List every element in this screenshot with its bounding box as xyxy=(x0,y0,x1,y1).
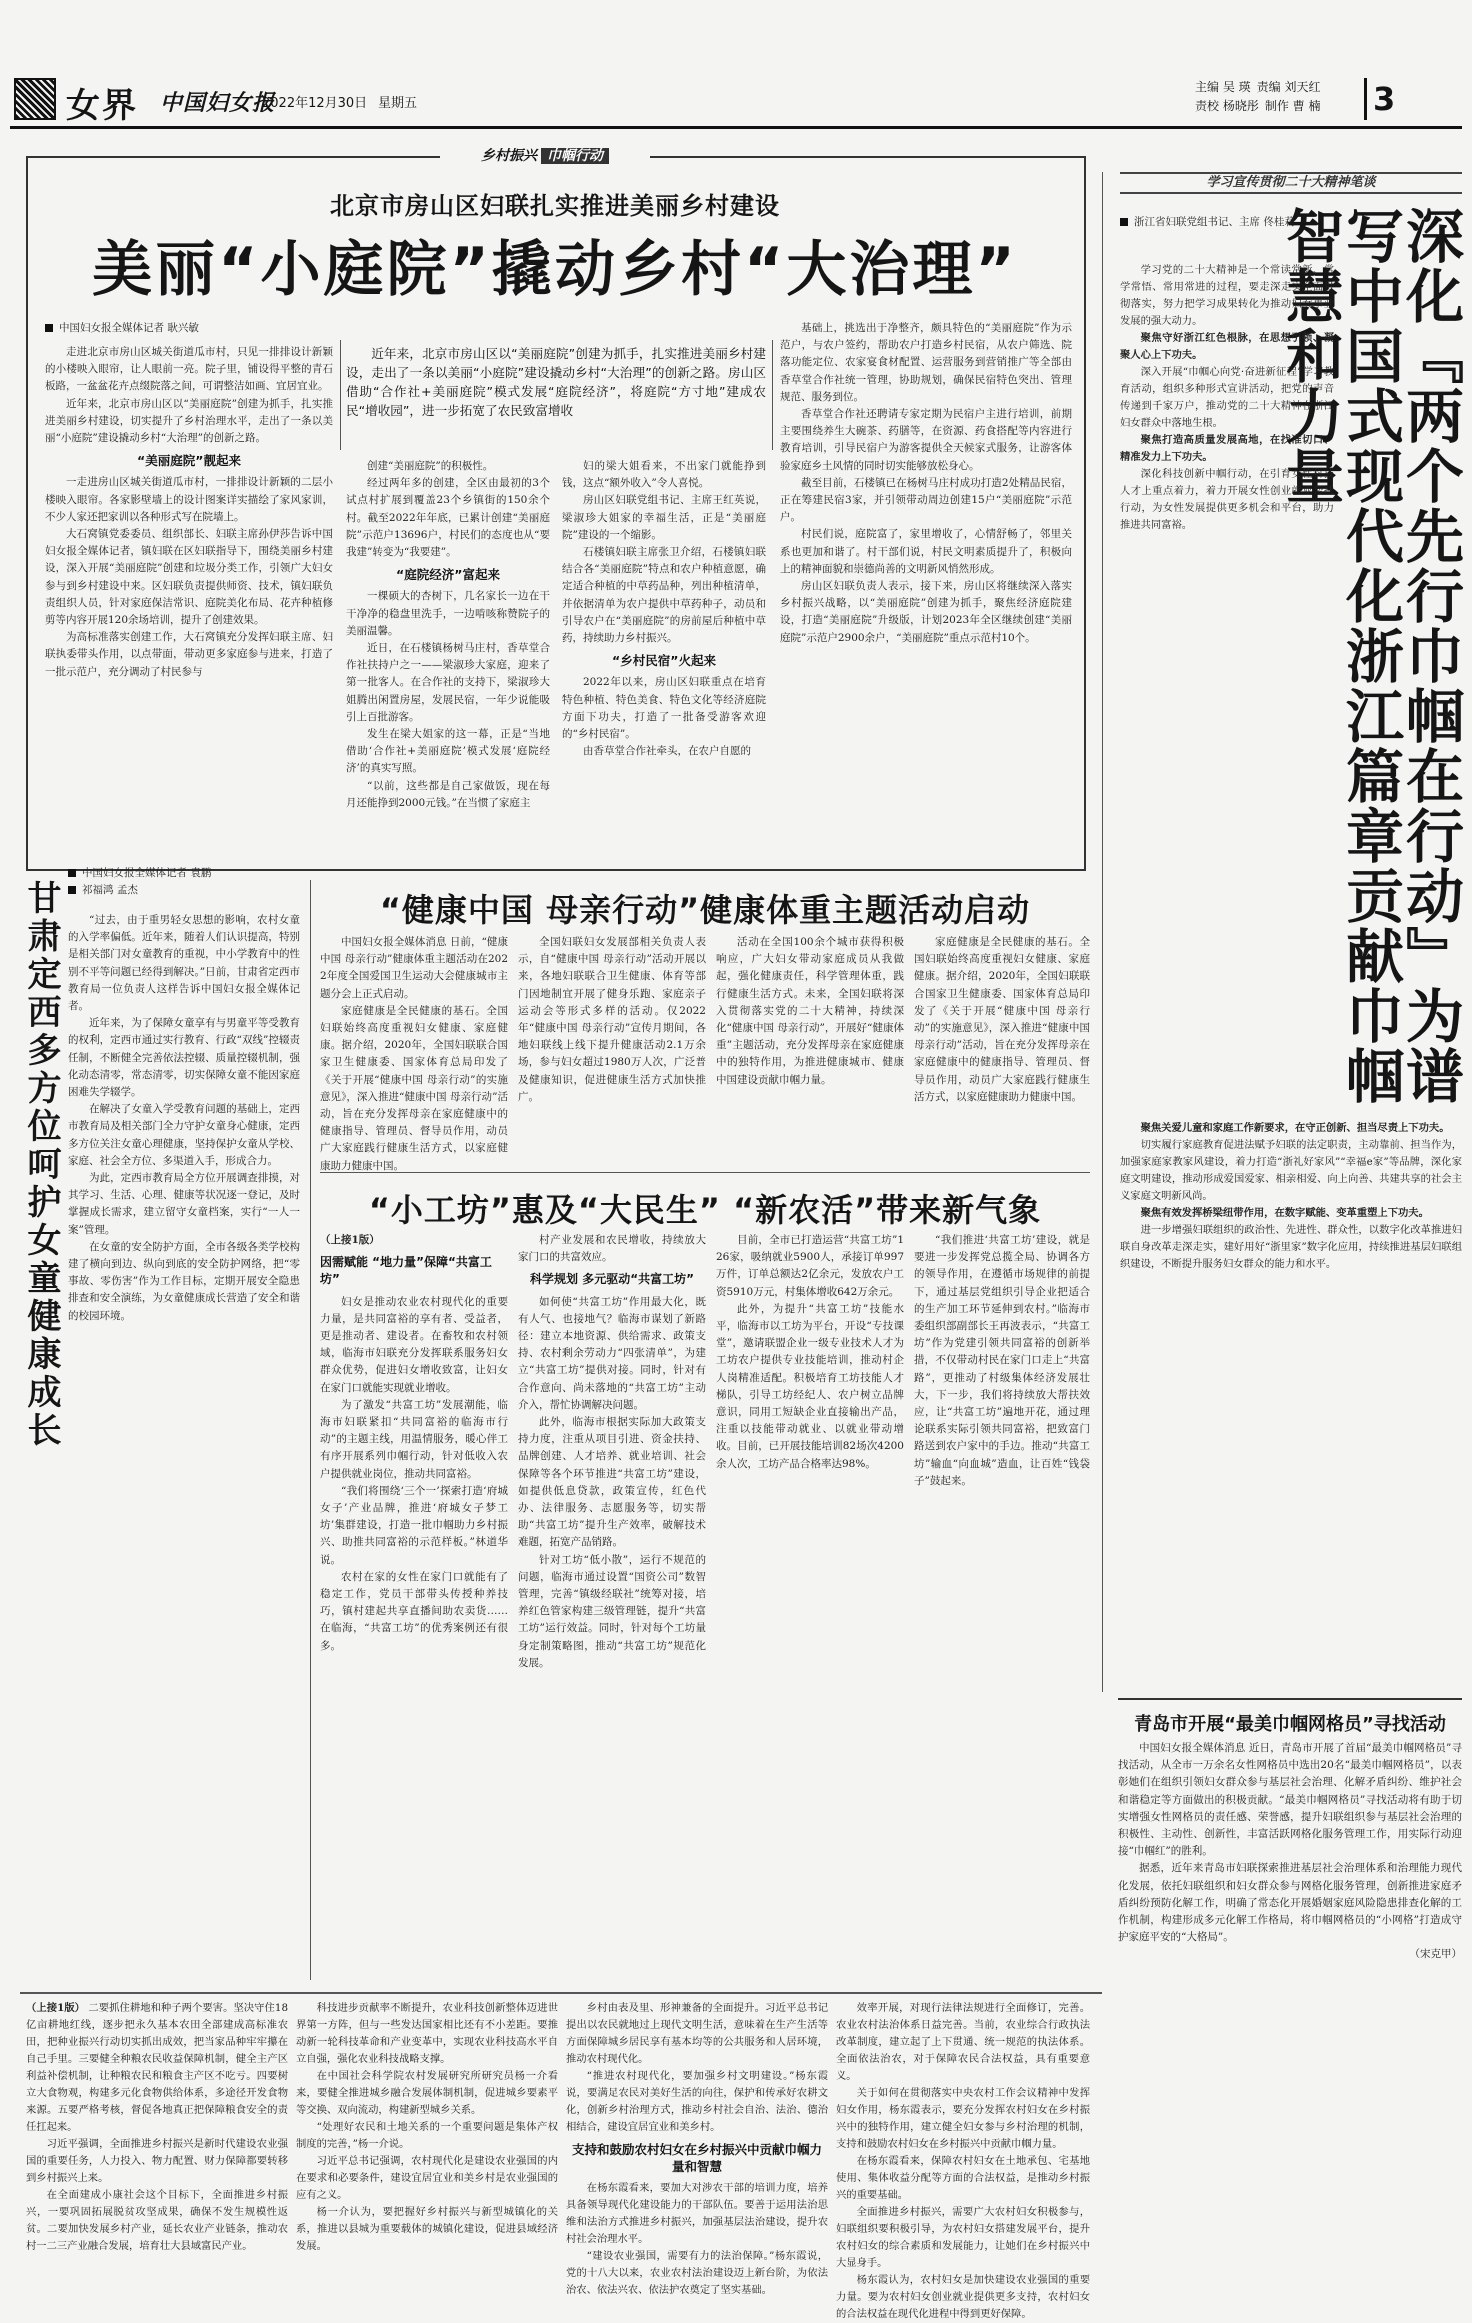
paragraph: 由香草堂合作社牵头，在农户自愿的 xyxy=(583,745,751,758)
subheading: 支持和鼓励农村妇女在乡村振兴中贡献巾帼力量和智慧 xyxy=(571,2142,822,2174)
column-kicker xyxy=(440,143,650,169)
subheading: 科学规划 多元驱动“共富工坊” xyxy=(530,1272,694,1287)
paragraph: 创建“美丽庭院”的积极性。 xyxy=(367,460,494,472)
paragraph: 乡村由表及里、形神兼备的全面提升。习近平总书记提出以农民就地过上现代文明生活，意味着在生产生活等方面保障城乡居民享有基本均等的公共服务和人居环境，推动农村现代化。 xyxy=(566,2002,828,2065)
page-number: 3 xyxy=(1364,78,1404,120)
workshop-column-3 xyxy=(716,1232,904,1982)
paragraph: 此外，为提升“共富工坊”技能水平，临海市以工坊为平台，开设“专技课堂”，邀请联盟企业一级专业技术人才为工坊农户提供专业技能培训，推动村企人岗精准适配。积极培育工坊技能人才梯队，引导工坊经纪人、农户树立品牌意识，同用工短缺企业直接输出产品，注重以技能带动就业、以就业带动增收。目前，已开展技能培训82场次4200余人次，工坊产品合格率达98%。 xyxy=(716,1302,904,1470)
workshop-column-2 xyxy=(518,1232,706,1982)
paragraph: “处理好农民和土地关系的一个重要问题是集体产权制度的完善，”杨一介说。 xyxy=(296,2121,558,2150)
top-story-column-3 xyxy=(562,458,766,864)
paragraph: 全国妇联妇女发展部相关负责人表示，自“健康中国 母亲行动”活动开展以来，各地妇联联合卫生健康、体育等部门因地制宜开展了健身乐跑、家庭亲子运动会等形式多样的活动。仅2022年“健康中国 母亲行动”宣传月期间，各地妇联线上线下提升健康活动2.1万余场，参与妇女超过1980万人次，广泛普及健康知识，促进健康生活方式加快推广。 xyxy=(518,936,706,1103)
paragraph: 村民们说，庭院富了，家里增收了，心情舒畅了，邻里关系也更加和谐了。村干部们说，村民文明素质提升了，积极向上的精神面貌和崇德尚善的文明新风悄然形成。 xyxy=(780,528,1072,575)
paragraph: 走进北京市房山区城关街道瓜市村，只见一排排设计新颖的小楼映入眼帘，让人眼前一亮。院子里，铺设得平整的青石板路，一盆盆花卉点缀院落之间，可谓整洁如画、宜居宜业。 xyxy=(45,346,333,393)
top-story-byline xyxy=(45,320,199,335)
paragraph: 截至目前，石楼镇已在杨树马庄村成功打造2处精品民宿，正在筹建民宿3家，并引领带动周边创建15户“美丽庭院”示范户。 xyxy=(780,476,1072,524)
health-column-1 xyxy=(320,934,508,1172)
editors-credits xyxy=(1195,78,1326,116)
header-rule xyxy=(10,126,1462,129)
paragraph: 香草堂合作社还聘请专家定期为民宿户主进行培训，前期主要围绕养生大碗茶、药膳等，在资源、药食搭配等内容进行教育培训，引导民宿户为游客提供全天候家式服务，让游客体验家庭乡土风情的同时切实能够放松身心。 xyxy=(780,408,1072,472)
workshop-headline: “小工坊”惠及“大民生” “新农活”带来新气象 xyxy=(368,1191,1042,1229)
paragraph: 2022年以来，房山区妇联重点在培育特色种植、特色美食、特色文化等经济庭院方面下功夫，打造了一批备受游客欢迎的“乡村民宿”。 xyxy=(562,676,766,741)
paragraph: 关于如何在贯彻落实中央农村工作会议精神中发挥妇女作用，杨东霞表示，要充分发挥农村妇女在乡村振兴中的独特作用，建立健全妇女参与乡村治理的机制，支持和鼓励农村妇女在乡村振兴中贡献巾帼力量。 xyxy=(836,2087,1090,2150)
paragraph: 据悉，近年来青岛市妇联探索推进基层社会治理体系和治理能力现代化发展，依托妇联组织和妇女群众参与网格化服务管理，创新推进家庭矛盾纠纷预防化解工作，明确了常态化开展婚姻家庭风险隐患排查化解的工作机制，构建形成多元化解工作格局，将巾帼网格员的“小网格”打造成守护家庭平安的“大格局”。 xyxy=(1118,1862,1462,1944)
paragraph: 习近平总书记强调，农村现代化是建设农业强国的内在要求和必要条件，建设宜居宜业和美乡村是农业强国的应有之义。 xyxy=(296,2155,558,2201)
subheading: “美丽庭院”靓起来 xyxy=(137,453,241,469)
paragraph: 村产业发展和农民增收，持续放大家门口的共富效应。 xyxy=(518,1234,706,1264)
paragraph: 在女童的安全防护方面，全市各级各类学校构建了横向到边、纵向到底的安全防护网络，把“零事故、零伤害”作为工作目标，定期开展安全隐患排查和安全演练，为女童健康成长营造了安全和谐的校园环境。 xyxy=(68,1240,300,1322)
paragraph: 为高标准落实创建工作，大石窝镇充分发挥妇联主席、妇联执委带头作用，以点带面，带动更多家庭参与进来，打造了一批示范户，充分调动了村民参与 xyxy=(45,631,333,678)
paragraph: 近日，在石楼镇杨树马庄村，香草堂合作社扶持户之一——梁淑珍大家庭，迎来了第一批客人。在合作社的支持下，梁淑珍大姐腾出闲置房屋，发展民宿，一年少说能吸引上百批游客。 xyxy=(346,642,550,723)
paragraph: 基础上，挑选出于净整齐，颇具特色的“美丽庭院”作为示范户，与农户签约，帮助农户打造乡村民宿，从农户筛选、院落功能定位、农家宴食材配置、运营服务到营销推广等全部由香草堂合作社统一管理，协助规划，确保民宿特色突出、管理规范、服务到位。 xyxy=(780,322,1072,403)
lower-column-1 xyxy=(26,2000,288,2252)
paragraph: 在全面建成小康社会这个目标下，全面推进乡村振兴，一要巩固拓展脱贫攻坚成果，确保不发生规模性返贫。二要加快发展乡村产业，延长农业产业链条，推动农村一二三产业融合发展，培育壮大县域富民产业。 xyxy=(26,2189,288,2252)
paragraph: 家庭健康是全民健康的基石。全国妇联始终高度重视妇女健康、家庭健康。据介绍，2020年，全国妇联联合国家卫生健康委、国家体育总局印发了《关于开展“健康中国 母亲行动”的实施意见》，深入推进“健康中国 母亲行动”活动，旨在充分发挥母亲在家庭健康中的健康指导、管理员、督导员作用，动员广大家庭践行健康生活方式，以家庭健康助力健康中国。 xyxy=(320,1004,508,1172)
column-banner: 学习宣传贯彻二十大精神笔谈 xyxy=(1120,172,1462,194)
paragraph: 中国妇女报全媒体消息 日前，“健康中国 母亲行动”健康体重主题活动在2022年度全国爱国卫生运动大会健康城市主题分会上正式启动。 xyxy=(320,936,508,1000)
byline-text: 祁福鸿 孟杰 xyxy=(82,884,138,896)
gansu-byline xyxy=(68,865,298,899)
paragraph: “我们将围绕‘三个一’探索打造‘府城女子’产业品牌，推进‘府城女子梦工坊’集群建设，打造一批巾帼助力乡村振兴、助推共同富裕的示范样板。”林道华说。 xyxy=(320,1484,508,1566)
top-story-lead: 近年来，北京市房山区以“美丽庭院”创建为抓手，扎实推进美丽乡村建设，走出了一条以美丽“小庭院”建设撬动乡村“大治理”的创新之路。房山区借助“合作社+美丽庭院”模式发展“庭院经济”，将庭院“方寸地”建成农民“增收园”，进一步拓宽了农民致富增收 xyxy=(346,346,766,418)
paragraph: “我们推进‘共富工坊’建设，就是要进一步发挥党总揽全局、协调各方的领导作用，在遵循市场规律的前提下，通过基层党组织引导企业把适合的生产加工环节延伸到农村。”临海市委组织部副部长王再波表示，“共富工坊”作为党建引领共同富裕的创新举措，不仅带动村民在家门口走上“共富路”，更推动了村级集体经济发展壮大，下一步，我们将持续放大帮扶效应，让“共富工坊”遍地开花，通过理论联系实际引领共同富裕，把致富门路送到农户家中的手边。推动“共富工坊”输血“向血城”造血，让百姓“钱袋子”鼓起来。 xyxy=(914,1234,1090,1487)
workshop-column-1 xyxy=(320,1232,508,1982)
byline-text: 浙江省妇联党组书记、主席 佟桂莉 xyxy=(1134,216,1295,228)
byline-text: 中国妇女报全媒体记者 耿兴敏 xyxy=(59,322,199,334)
lower-column-3 xyxy=(566,2000,828,2296)
editor-credit: 责编 刘天红 xyxy=(1256,80,1321,94)
masthead-emblem-icon xyxy=(14,78,56,120)
top-story-column-1 xyxy=(45,344,333,864)
paragraph: 在杨东霞看来，保障农村妇女在土地承包、宅基地使用、集体收益分配等方面的合法权益，是推动乡村振兴的重要基础。 xyxy=(836,2155,1090,2201)
issue-weekday: 星期五 xyxy=(378,96,418,111)
section-name: 女界 xyxy=(66,86,138,126)
paragraph: 一走进房山区城关街道瓜市村，一排排设计新颖的二层小楼映入眼帘。各家影壁墙上的设计图案详实描绘了家风家训，不少人家还把家训以各种形式写在院墙上。 xyxy=(45,476,333,523)
paragraph: 目前，全市已打造运营“共富工坊”126家，吸纳就业5900人，承接订单997万件，订单总额达2亿余元，发放农户工资5910万元，村集体增收642万余元。 xyxy=(716,1234,904,1298)
paragraph: 科技进步贡献率不断提升，农业科技创新整体迈进世界第一方阵，但与一些发达国家相比还有不小差距。要推动新一轮科技革命和产业变革中，实现农业科技高水平自立自强，强化农业科技战略支撑。 xyxy=(296,2002,558,2065)
page-header xyxy=(0,0,1472,128)
qingdao-headline: 青岛市开展“最美巾帼网格员”寻找活动 xyxy=(1118,1698,1462,1736)
commentary-byline xyxy=(1120,214,1330,229)
paragraph: 经过两年多的创建，全区由最初的3个试点村扩展到覆盖23个乡镇街的150余个村。截至2022年年底，已累计创建“美丽庭院”示范户13696户，村民们的态度也从“要我建”转变为“我要建”。 xyxy=(346,477,550,559)
continued-note: （上接1版） xyxy=(26,2002,86,2014)
newspaper-name: 中国妇女报 xyxy=(160,90,276,116)
paragraph: 在中国社会科学院农村发展研究所研究员杨一介看来，要健全推进城乡融合发展体制机制，促进城乡要素平等交换、双向流动，构建新型城乡关系。 xyxy=(296,2070,558,2116)
paragraph: 妇女是推动农业农村现代化的重要力量，是共同富裕的享有者、受益者，更是推动者、建设者。在畜牧和农村领域，临海市妇联充分发挥联系服务妇女群众优势，促进妇女增收致富，让妇女在家门口就能实现就业增收。 xyxy=(320,1295,508,1394)
kicker-part-b: 巾帼行动 xyxy=(541,148,609,164)
subheading: 因需赋能 “地力量”保障“共富工坊” xyxy=(320,1255,492,1287)
paragraph-lead: 聚焦关爱儿童和家庭工作新要求，在守正创新、担当尽责上下功夫。 xyxy=(1140,1122,1450,1134)
top-story-column-4 xyxy=(780,320,1072,864)
paragraph: 活动在全国100余个城市获得积极响应，广大妇女带动家庭成员从我做起，强化健康责任，科学管理体重，践行健康生活方式。未来，全国妇联将深入贯彻落实党的二十大精神，持续深化“健康中国 母亲行动”，开展好“健康体重”主题活动，充分发挥母亲在家庭健康中的独特作用，为推进健康城市、健康中国建设贡献巾帼力量。 xyxy=(716,936,904,1086)
paragraph: 农村在家的女性在家门口就能有了稳定工作，党员干部带头传授种养技巧，镇村建起共享直播间助农卖货……在临海，“共富工坊”的优秀案例还有很多。 xyxy=(320,1570,508,1652)
paragraph: 近年来，北京市房山区以“美丽庭院”创建为抓手，扎实推进美丽乡村建设，切实提升了乡村治理水平，走出了一条以美丽“小庭院”建设撬动乡村“大治理”的创新之路。 xyxy=(45,397,333,445)
subheading: “庭院经济”富起来 xyxy=(396,567,500,583)
paragraph: 进一步增强妇联组织的政治性、先进性、群众性，以数字化改革推进妇联自身改革走深走实，建好用好“浙里家”数字化应用，持续推进基层妇联组织建设，不断提升服务妇女群众的能力和水平。 xyxy=(1120,1224,1462,1270)
paragraph: 全面推进乡村振兴，需要广大农村妇女积极参与，妇联组织要积极引导，为农村妇女搭建发展平台，提升农村妇女的综合素质和发展能力，让她们在乡村振兴中大显身手。 xyxy=(836,2206,1090,2269)
paragraph: 效率开展，对现行法律法规进行全面修订，完善。农业农村法治体系日益完善。当前，农业综合行政执法改革制度，建立起了上下贯通、统一规范的执法体系。全面依法治农，对于保障农民合法权益，具有重要意义。 xyxy=(836,2002,1090,2082)
top-story-column-2 xyxy=(346,458,550,864)
commentary-body-upper xyxy=(1120,262,1334,1112)
paragraph: 切实履行家庭教育促进法赋予妇联的法定职责，主动靠前、担当作为，加强家庭家教家风建设，着力打造“浙礼好家风”“幸福e家”等品牌，深化家庭文明建设，推动形成爱国爱家、相亲相爱、向上向善、共建共享的社会主义家庭文明新风尚。 xyxy=(1120,1139,1462,1202)
paragraph: 家庭健康是全民健康的基石。全国妇联始终高度重视妇女健康、家庭健康。据介绍，2020年，全国妇联联合国家卫生健康委、国家体育总局印发了《关于开展“健康中国 母亲行动”的实施意见》，深入推进“健康中国 母亲行动”活动，旨在充分发挥母亲在家庭健康中的健康指导、管理员、督导员作用，动员广大家庭践行健康生活方式，以家庭健康助力健康中国。 xyxy=(914,936,1090,1103)
subheading: “乡村民宿”火起来 xyxy=(612,653,716,669)
paragraph: 大石窝镇党委委员、组织部长、妇联主席孙伊莎告诉中国妇女报全媒体记者，镇妇联在区妇联指导下，围绕美丽乡村建设，深入开展“美丽庭院”创建和垃圾分类工作，引领广大妇女参与到乡村建设中来。区妇联负责提供师资、技术，镇妇联负责组织人员，针对家庭保洁常识、庭院美化布局、花卉种植修剪等内容开展120余场培训，提升了创建效果。 xyxy=(45,528,333,627)
paragraph: 为了激发“共富工坊”发展潮能，临海市妇联紧扣“共同富裕的临海市行动”的主题主线，用温情服务，暖心伴工有序开展系列巾帼行动，针对低收入农户提供就业岗位，推动共同富裕。 xyxy=(320,1398,508,1480)
qingdao-body xyxy=(1118,1740,1462,2155)
paragraph: 如何使“共富工坊”作用最大化，既有人气、也接地气？临海市谋划了新路径：建立本地资源、供给需求、政策支持、农村剩余劳动力“四张清单”，为建立“共富工坊”提供对接。同时，针对有合作意向、尚未落地的“共富工坊”主动介入，帮忙协调解决问题。 xyxy=(518,1295,706,1411)
paragraph: 杨一介认为，要把握好乡村振兴与新型城镇化的关系，推进以县城为重要载体的城镇化建设，促进县域经济发展。 xyxy=(296,2206,558,2252)
paragraph: 在杨东霞看来，要加大对涉农干部的培训力度，培养具备领导现代化建设能力的干部队伍。要善于运用法治思维和法治方式推进乡村振兴，加强基层法治建设，提升农村社会治理水平。 xyxy=(566,2182,828,2245)
paragraph: 为此，定西市教育局全方位开展调查排摸，对其学习、生活、心理、健康等状况逐一登记，及时掌握成长需求，建立留守女童档案，实行“一人一案”管理。 xyxy=(68,1172,300,1236)
paragraph: 妇的梁大姐看来，不出家门就能挣到钱，这点“额外收入”令人喜悦。 xyxy=(562,460,766,490)
gansu-headline: 甘肃定西多方位呵护女童健康成长 xyxy=(21,880,61,1450)
paragraph: 深化科技创新中帼行动，在引育女性科技人才上重点着力，着力开展女性创业就业帮扶行动，为女性发展提供更多机会和平台，助力推进共同富裕。 xyxy=(1120,468,1334,531)
workshop-column-4 xyxy=(914,1232,1090,1982)
health-headline: “健康中国 母亲行动”健康体重主题活动启动 xyxy=(379,891,1031,929)
health-column-3 xyxy=(716,934,904,1164)
paragraph: 石楼镇妇联主席张卫介绍，石楼镇妇联结合各“美丽庭院”特点和农户种植意愿，确定适合种植的中草药品种，列出种植清单，并依据清单为农户提供中草药种子，动员和引导农户在“美丽庭院”的房前屋后种植中草药，持续助力乡村振兴。 xyxy=(562,546,766,645)
paragraph: “以前，这些都是自己家做饭，现在每月还能挣到2000元钱。”在当惯了家庭主 xyxy=(346,779,550,809)
top-story-headline: 美丽“小庭院”撬动乡村“大治理” xyxy=(92,235,1018,305)
qingdao-byline: （宋克甲） xyxy=(1409,1948,1462,1961)
paragraph: 学习党的二十大精神是一个常读常新、常学常悟、常用常进的过程，要走深走实全面贯彻落实，努力把学习成果转化为推动妇女事业发展的强大动力。 xyxy=(1120,264,1334,327)
gansu-body xyxy=(68,912,300,1982)
paragraph: 深入开展“巾帼心向党·奋进新征程”学习教育活动，组织多种形式宣讲活动，把党的声音传递到千家万户，推动党的二十大精神在浙江妇女群众中落地生根。 xyxy=(1120,366,1334,429)
byline-text: 中国妇女报全媒体记者 袁鹏 xyxy=(82,867,212,879)
paragraph: 房山区妇联负责人表示，接下来，房山区将继续深入落实乡村振兴战略，以“美丽庭院”创建为抓手，聚焦经济庭院建设，打造“美丽庭院”升级版，计划2023年全区继续创建“美丽庭院”示范户2900余户，“美丽庭院”重点示范村10个。 xyxy=(780,580,1072,644)
kicker-part-a: 乡村振兴 xyxy=(481,148,537,164)
paragraph: 在解决了女童入学受教育问题的基础上，定西市教育局及相关部门全力守护女童身心健康，定西多方位关注女童心理健康，坚持保护女童从学校、家庭、社会全方位、多渠道入手，形成合力。 xyxy=(68,1103,300,1167)
paragraph: 近年来，为了保障女童享有与男童平等受教育的权利，定西市通过实行教育、行政“双线”控辍责任制，不断健全完善依法控辍、质量控辍机制，强化动态清零，常态清零，切实保障女童不能因家庭困难失学辍学。 xyxy=(68,1017,300,1099)
issue-date: 2022年12月30日 xyxy=(262,96,368,111)
editor-credit: 制作 曹 楠 xyxy=(1264,99,1321,113)
editor-credit: 责校 杨晓彤 xyxy=(1195,99,1259,113)
paragraph: “推进农村现代化，要加强乡村文明建设。”杨东霞说，要满足农民对美好生活的向往，保护和传承好农耕文化，创新乡村治理方式，推动乡村社会自治、法治、德治相结合，建设宜居宜业和美乡村。 xyxy=(566,2070,828,2133)
paragraph-lead: 聚焦打造高质量发展高地，在找准切口、精准发力上下功夫。 xyxy=(1120,434,1334,463)
top-story-subtitle: 北京市房山区妇联扎实推进美丽乡村建设 xyxy=(330,192,780,220)
health-column-2 xyxy=(518,934,706,1164)
commentary-headline: 深化『两个先行巾帼在行动』为谱写中国式现代化浙江篇章贡献巾帼智慧和力量 xyxy=(1276,206,1464,1106)
health-column-4 xyxy=(914,934,1090,1164)
paragraph: 习近平强调，全面推进乡村振兴是新时代建设农业强国的重要任务，人力投入、物力配置、财力保障都要转移到乡村振兴上来。 xyxy=(26,2138,288,2184)
paragraph: 针对工坊“低小散”，运行不规范的问题，临海市通过设置“国资公司”数智管理，完善“镇级经联社”统筹对接，培养红色管家构建三级管理链，提升“共富工坊”运行效益。同时，针对每个工坊量身定制策略图，推动“共富工坊”规范化发展。 xyxy=(518,1553,706,1669)
paragraph: 此外，临海市根据实际加大政策支持力度，注重从项目引进、资金扶持、品牌创建、人才培养、就业培训、社会保障等各个环节推进“共富工坊”建设，如提供低息贷款，政策宣传，红色代办、法律服务、志愿服务等，切实帮助“共富工坊”提升生产效率，破解技术难题，拓宽产品销路。 xyxy=(518,1416,706,1549)
paragraph: “过去，由于重男轻女思想的影响，农村女童的入学率偏低。近年来，随着人们认识提高，特别是相关部门对女童教育的重视，中小学教育中的性别不平等问题已经得到解决。”日前，甘肃省定西市教育局一位负责人这样告诉中国妇女报全媒体记者。 xyxy=(68,914,300,1013)
commentary-body-lower xyxy=(1120,1120,1462,1680)
paragraph: 房山区妇联党组书记、主席王红英说，梁淑珍大姐家的幸福生活，正是“美丽庭院”建设的一个缩影。 xyxy=(562,494,766,541)
paragraph: 一棵硕大的杏树下，几名家长一边在干干净净的稳盘里洗手，一边啃咳称赞院子的美丽温馨。 xyxy=(346,590,550,637)
lower-column-4 xyxy=(836,2000,1090,2320)
paragraph: 二要抓住耕地和种子两个要害。坚决守住18亿亩耕地红线，逐步把永久基本农田全部建成高标准农田，把种业振兴行动切实抓出成效，把当家品种牢牢攥在自己手里。三要健全种粮农民收益保障机制，健全主产区利益补偿机制，让种粮农民和粮食主产区不吃亏。四要树立大食物观，构建多元化食物供给体系，多途径开发食物来源。五要严格考核，督促各地真正把保障粮食安全的责任扛起来。 xyxy=(26,2002,288,2133)
paragraph: “建设农业强国，需要有力的法治保障。”杨东霞说，党的十八大以来，农业农村法治建设迈上新台阶，为依法治农、依法兴农、依法护农奠定了坚实基础。 xyxy=(566,2250,828,2296)
paragraph-lead: 聚焦守好浙江红色根脉，在思想引领、凝聚人心上下功夫。 xyxy=(1120,332,1334,361)
lower-column-2 xyxy=(296,2000,558,2252)
editor-credit: 主编 吴 瑛 xyxy=(1195,80,1251,94)
paragraph-lead: 聚焦有效发挥桥梁纽带作用，在数字赋能、变革重塑上下功夫。 xyxy=(1140,1207,1429,1219)
paragraph: 发生在梁大姐家的这一幕，正是“当地借助‘合作社+美丽庭院’模式发展‘庭院经济’的真实写照。 xyxy=(346,728,550,775)
continued-note: （上接1版） xyxy=(320,1234,380,1246)
paragraph: 杨东霞认为，农村妇女是加快建设农业强国的重要力量。要为农村妇女创业就业提供更多支持，农村妇女的合法权益在现代化进程中得到更好保障。 xyxy=(836,2274,1090,2320)
paragraph: 中国妇女报全媒体消息 近日，青岛市开展了首届“最美巾帼网格员”寻找活动，从全市一万余名女性网格员中选出20名“最美巾帼网格员”，以表彰她们在组织引领妇女群众参与基层社会治理、化解矛盾纠纷、维护社会和谐稳定等方面做出的积极贡献。“最美巾帼网格员”寻找活动将有助于切实增强女性网格员的责任感、荣誉感，提升妇联组织参与基层社会治理的积极性、主动性、创新性，丰富活跃网格化服务管理工作，用实际行动迎接“巾帼红”的胜利。 xyxy=(1118,1742,1462,1858)
